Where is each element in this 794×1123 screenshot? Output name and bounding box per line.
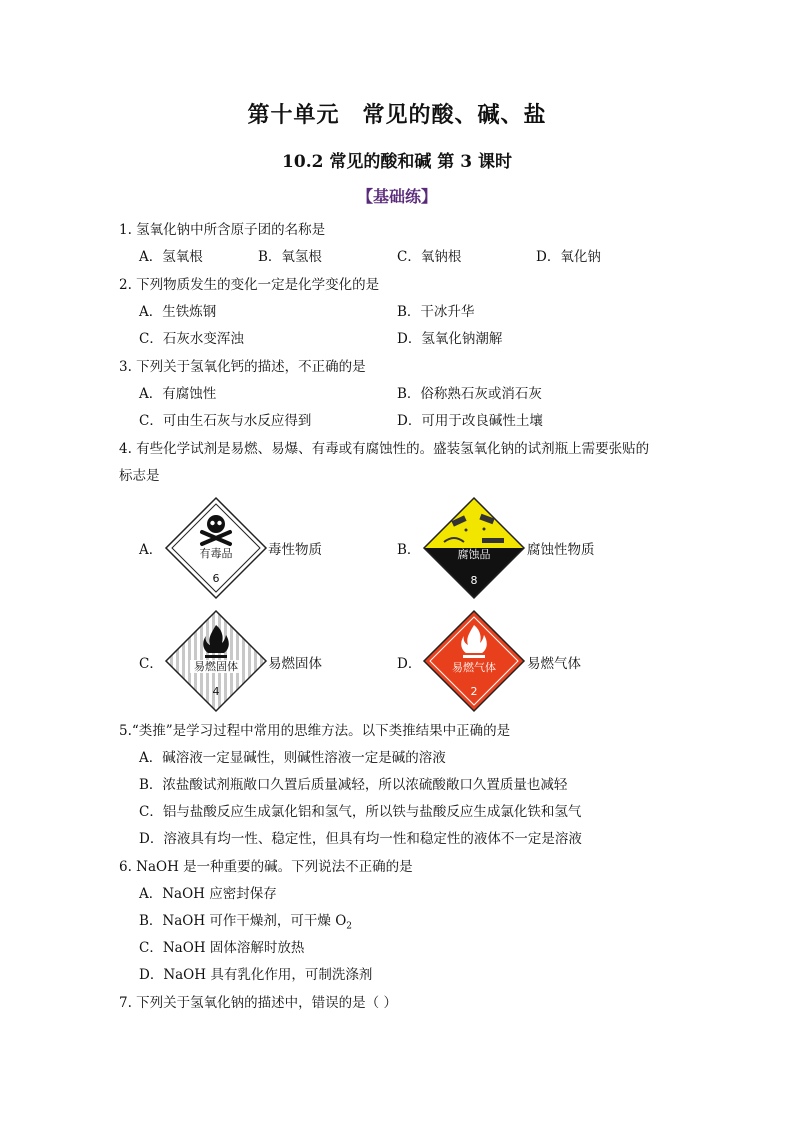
- q2-option-c[interactable]: C．石灰水变浑浊: [139, 331, 244, 347]
- corrosive-sign-icon[interactable]: [422, 496, 526, 600]
- q3-option-d[interactable]: D．可用于改良碱性土壤: [397, 413, 543, 429]
- q2-option-d[interactable]: D．氢氧化钠潮解: [397, 331, 503, 347]
- q4-option-a-caption: 毒性物质: [268, 542, 322, 558]
- question-5-stem: 5.“类推”是学习过程中常用的思维方法。以下类推结果中正确的是: [119, 723, 511, 739]
- flammable-solid-sign-number: 4: [212, 685, 220, 698]
- question-3-stem: 3. 下列关于氢氧化钙的描述，不正确的是: [119, 359, 366, 375]
- q1-option-d[interactable]: D．氧化钠: [536, 249, 601, 265]
- flammable-gas-sign-number: 2: [470, 685, 478, 698]
- q5-option-c[interactable]: C．铝与盐酸反应生成氯化铝和氢气，所以铁与盐酸反应生成氯化铁和氢气: [139, 804, 582, 820]
- section-heading: 【基础练】: [356, 187, 437, 206]
- q3-option-c[interactable]: C．可由生石灰与水反应得到: [139, 413, 312, 429]
- q5-option-d[interactable]: D．溶液具有均一性、稳定性，但具有均一性和稳定性的液体不一定是溶液: [139, 831, 582, 847]
- question-2-stem: 2. 下列物质发生的变化一定是化学变化的是: [119, 277, 380, 293]
- q6-option-a[interactable]: A．NaOH 应密封保存: [139, 886, 277, 902]
- corrosive-sign-text: 腐蚀品: [457, 548, 491, 561]
- q1-option-c[interactable]: C．氧钠根: [397, 249, 462, 265]
- q5-option-a[interactable]: A．碱溶液一定显碱性，则碱性溶液一定是碱的溶液: [139, 750, 446, 766]
- flammable-solid-sign-text: 易燃固体: [194, 660, 238, 673]
- q4-option-b-letter[interactable]: B．: [397, 542, 421, 558]
- q6-option-b-subscript: 2: [346, 921, 353, 932]
- question-6-stem: 6. NaOH 是一种重要的碱。下列说法不正确的是: [119, 859, 413, 875]
- q4-option-d-caption: 易燃气体: [527, 656, 581, 672]
- flammable-solid-sign-icon[interactable]: [164, 609, 268, 713]
- page-title: 第十单元 常见的酸、碱、盐: [247, 102, 547, 128]
- q2-option-a[interactable]: A．生铁炼钢: [139, 304, 217, 320]
- lesson-subtitle: 10.2 常见的酸和碱 第 3 课时: [282, 152, 512, 172]
- q6-option-c[interactable]: C．NaOH 固体溶解时放热: [139, 940, 305, 956]
- q6-option-d[interactable]: D．NaOH 具有乳化作用，可制洗涤剂: [139, 967, 373, 983]
- flammable-gas-sign-text: 易燃气体: [452, 661, 496, 674]
- q6-option-b[interactable]: [139, 912, 352, 936]
- corrosive-sign-number: 8: [470, 574, 478, 587]
- flammable-gas-sign-icon[interactable]: [422, 609, 526, 713]
- q4-option-c-caption: 易燃固体: [268, 656, 322, 672]
- q5-option-b[interactable]: B．浓盐酸试剂瓶敞口久置后质量减轻，所以浓硫酸敞口久置质量也减轻: [139, 777, 568, 793]
- q4-option-b-caption: 腐蚀性物质: [527, 542, 595, 558]
- q1-option-a[interactable]: A．氢氧根: [139, 249, 203, 265]
- toxic-sign-icon[interactable]: [164, 496, 268, 600]
- question-7-stem: 7. 下列关于氢氧化钠的描述中，错误的是（ ）: [119, 995, 397, 1011]
- q4-option-d-letter[interactable]: D．: [397, 656, 422, 672]
- q4-option-c-letter[interactable]: C．: [139, 656, 163, 672]
- toxic-sign-number: 6: [212, 572, 220, 585]
- question-1-stem: 1. 氢氧化钠中所含原子团的名称是: [119, 222, 326, 238]
- q1-option-b[interactable]: B．氧氢根: [258, 249, 322, 265]
- toxic-sign-text: 有毒品: [199, 547, 233, 560]
- q6-option-b-text: B．NaOH 可作干燥剂，可干燥 O: [139, 913, 347, 929]
- q3-option-b[interactable]: B．俗称熟石灰或消石灰: [397, 386, 542, 402]
- question-4-stem-cont: 标志是: [119, 468, 160, 484]
- question-4-stem: 4. 有些化学试剂是易燃、易爆、有毒或有腐蚀性的。盛装氢氧化钠的试剂瓶上需要张贴的: [119, 441, 650, 457]
- q4-option-a-letter[interactable]: A．: [139, 542, 163, 558]
- q3-option-a[interactable]: A．有腐蚀性: [139, 386, 217, 402]
- q2-option-b[interactable]: B．干冰升华: [397, 304, 475, 320]
